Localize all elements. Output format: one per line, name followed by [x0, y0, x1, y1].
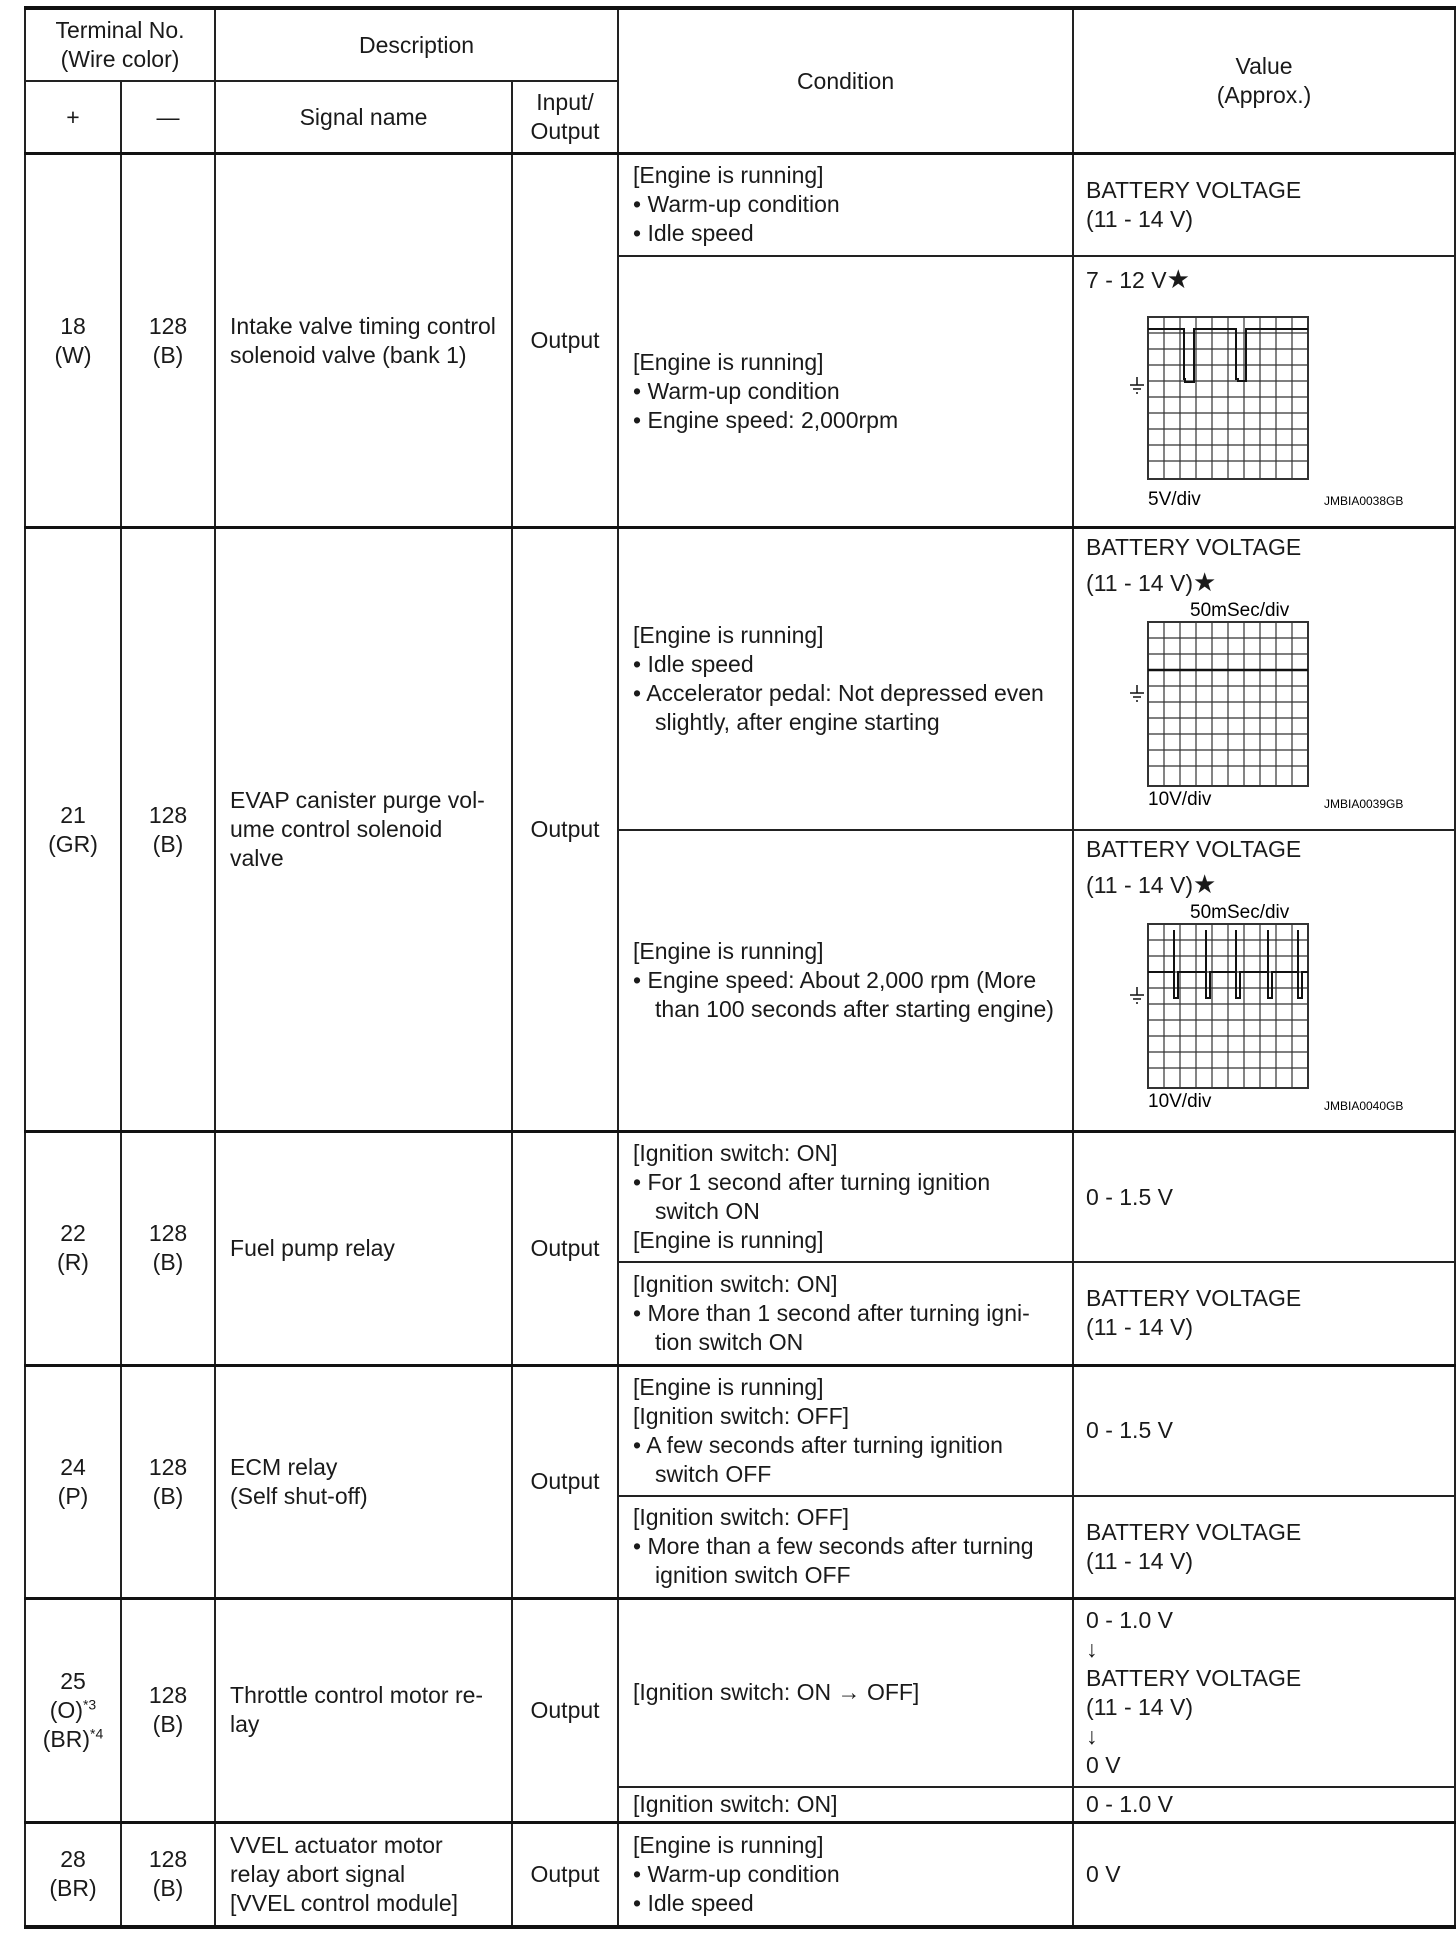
condition-bullet: • More than a few seconds after turning ignition switch OFF [633, 1532, 1058, 1590]
header-condition: Condition [618, 8, 1073, 154]
wire-color: (B) [152, 830, 184, 857]
scope-code: JMBIA0040GB [1324, 1098, 1404, 1113]
condition-head: [Engine is running] [633, 1831, 824, 1858]
signal-line: ECM relay [230, 1453, 338, 1480]
signal-name [215, 1823, 512, 1927]
footnote-mark: *3 [82, 1696, 97, 1713]
condition-bullet: • Idle speed [633, 650, 1058, 679]
wire-color: (B) [152, 1875, 184, 1902]
value-line: BATTERY VOLTAGE [1086, 1518, 1302, 1545]
terminal-number: 21 [60, 801, 86, 828]
condition-head: [Engine is running] [633, 1373, 824, 1400]
wire-color: (R) [57, 1249, 89, 1276]
table-row [25, 154, 1455, 256]
table-row [25, 1132, 1455, 1263]
star-icon: ★ [1192, 567, 1217, 597]
scope-code: JMBIA0039GB [1324, 797, 1404, 811]
value-line [1086, 870, 1442, 900]
oscilloscope-waveform-chart [1086, 598, 1441, 816]
footnote-mark: *4 [90, 1725, 104, 1742]
condition-head: [Engine is running] [633, 621, 824, 648]
signal-line: ume control solenoid [230, 816, 443, 842]
terminal-number: 24 [60, 1453, 86, 1480]
header-value [1073, 8, 1455, 154]
condition-cell [618, 1496, 1073, 1598]
value-line: BATTERY VOLTAGE [1086, 1285, 1302, 1312]
condition-cell [618, 830, 1073, 1132]
wire-color: (O) [49, 1696, 83, 1723]
value-line: BATTERY VOLTAGE [1086, 1664, 1302, 1691]
value-cell [1073, 1787, 1455, 1823]
value-line: BATTERY VOLTAGE [1086, 534, 1302, 560]
wire-color: (GR) [48, 830, 98, 857]
signal-name: Intake valve timing control solenoid valve (bank 1) [215, 154, 512, 528]
terminal-number: 22 [60, 1220, 86, 1247]
terminal-number: 25 [60, 1667, 86, 1694]
value-line [1086, 265, 1442, 295]
table-row [25, 1365, 1455, 1496]
table-row [25, 1598, 1455, 1787]
terminal-plus [25, 154, 121, 528]
condition-tail: [Engine is running] [633, 1227, 824, 1253]
signal-line: (Self shut-off) [230, 1482, 368, 1509]
value-cell [1073, 528, 1455, 830]
condition-cell [618, 1823, 1073, 1927]
value-line: 0 V [1086, 1860, 1121, 1887]
signal-name [215, 528, 512, 1132]
scope-ylabel: 10V/div [1148, 789, 1212, 810]
condition-head: [Ignition switch: ON] [633, 1791, 838, 1817]
value-line: 0 - 1.0 V [1086, 1791, 1173, 1817]
condition-cell [618, 1365, 1073, 1496]
condition-bullet: • Warm-up condition [633, 190, 1058, 219]
value-text: (11 - 14 V) [1086, 570, 1193, 596]
arrow-down-icon: ↓ [1086, 1635, 1098, 1662]
value-text: 7 - 12 V [1086, 266, 1167, 293]
io-type: Output [512, 1365, 618, 1598]
value-cell [1073, 256, 1455, 528]
condition-head: [Ignition switch: OFF] [633, 1402, 850, 1429]
value-cell [1073, 154, 1455, 256]
condition-head: [Engine is running] [633, 348, 824, 375]
scope-code: JMBIA0038GB [1324, 493, 1404, 508]
header-terminal-no: Terminal No. [55, 17, 185, 43]
terminal-minus [121, 1823, 215, 1927]
io-type: Output [512, 1132, 618, 1366]
condition-bullet: • A few seconds after turning ignition switch OFF [633, 1431, 1058, 1489]
terminal-minus [121, 1132, 215, 1366]
signal-line: VVEL actuator motor relay abort signal [230, 1831, 443, 1887]
condition-bullet: • For 1 second after turning ignition switch ON [633, 1168, 1058, 1226]
header-plus: + [25, 81, 121, 154]
scope-grid [1148, 924, 1308, 1088]
ground-icon [1130, 987, 1144, 1003]
io-type: Output [512, 528, 618, 1132]
condition-head: [Ignition switch: OFF] [633, 1504, 850, 1531]
value-line: (11 - 14 V) [1086, 1314, 1193, 1341]
condition-head: [Engine is running] [633, 162, 824, 189]
terminal-number: 128 [148, 312, 188, 339]
value-cell [1073, 1262, 1455, 1365]
condition-bullet: • Idle speed [633, 219, 1058, 248]
signal-line: [VVEL control module] [230, 1889, 459, 1916]
arrow-down-icon: ↓ [1086, 1722, 1098, 1749]
ecm-terminal-table [24, 6, 1456, 1929]
header-description: Description [215, 8, 618, 81]
value-cell [1073, 1598, 1455, 1787]
terminal-number: 128 [148, 1220, 188, 1247]
condition-bullet: • Warm-up condition [633, 1860, 1058, 1889]
terminal-number: 128 [148, 1682, 188, 1709]
value-line: (11 - 14 V) [1086, 205, 1193, 232]
header-input-output [512, 81, 618, 154]
value-line: BATTERY VOLTAGE [1086, 835, 1302, 862]
condition-cell [618, 1598, 1073, 1787]
signal-name: Fuel pump relay [215, 1132, 512, 1366]
star-icon: ★ [1192, 868, 1217, 899]
terminal-minus [121, 1365, 215, 1598]
condition-head: [Ignition switch: ON] [633, 1270, 838, 1297]
signal-name: Throttle control motor re-lay [215, 1598, 512, 1823]
terminal-plus [25, 528, 121, 1132]
condition-cell [618, 1132, 1073, 1263]
header-value-approx: (Approx.) [1216, 82, 1312, 108]
wire-color: (B) [152, 1711, 184, 1738]
table-row [25, 528, 1455, 830]
terminal-number: 128 [148, 801, 188, 828]
wire-color: (P) [57, 1482, 89, 1509]
condition-cell [618, 1787, 1073, 1823]
value-line: 0 - 1.0 V [1086, 1606, 1173, 1633]
header-signal-name: Signal name [215, 81, 512, 154]
terminal-minus [121, 154, 215, 528]
ground-icon [1130, 377, 1144, 393]
scope-xlabel: 50mSec/div [1190, 901, 1290, 923]
terminal-minus [121, 1598, 215, 1823]
condition-cell [618, 154, 1073, 256]
scope-grid [1148, 317, 1308, 479]
terminal-number: 18 [60, 312, 86, 339]
terminal-number: 128 [148, 1453, 188, 1480]
value-line: (11 - 14 V) [1086, 1693, 1193, 1720]
wire-color: (B) [152, 1482, 184, 1509]
value-line: 0 - 1.5 V [1086, 1183, 1173, 1210]
oscilloscope-waveform-chart [1086, 295, 1441, 521]
condition-bullet: • Idle speed [633, 1889, 1058, 1918]
value-line [1086, 568, 1442, 598]
io-type: Output [512, 154, 618, 528]
condition-cell [618, 256, 1073, 528]
table-row [25, 1823, 1455, 1927]
scope-grid [1148, 622, 1308, 786]
condition-bullet: • Engine speed: About 2,000 rpm (More than 100 seconds after starting engine) [633, 966, 1058, 1024]
value-line: 0 - 1.5 V [1086, 1417, 1173, 1444]
signal-name [215, 1365, 512, 1598]
star-icon: ★ [1166, 263, 1190, 294]
wire-color: (BR) [49, 1875, 97, 1902]
header-terminal [25, 8, 215, 81]
value-line: 0 V [1086, 1751, 1121, 1778]
header-io-1: Input/ [536, 89, 594, 115]
terminal-plus [25, 1365, 121, 1598]
scope-ylabel: 10V/div [1148, 1090, 1212, 1112]
ground-icon [1130, 685, 1144, 701]
condition-cell [618, 528, 1073, 830]
value-line: (11 - 14 V) [1086, 1547, 1193, 1574]
condition-head: [Engine is running] [633, 937, 824, 964]
wire-color: (B) [152, 341, 184, 368]
scope-xlabel: 50mSec/div [1190, 600, 1290, 621]
value-cell [1073, 1496, 1455, 1598]
header-value-label: Value [1235, 53, 1293, 79]
terminal-plus [25, 1132, 121, 1366]
terminal-number: 28 [60, 1846, 86, 1873]
value-text: (11 - 14 V) [1086, 871, 1193, 898]
value-cell [1073, 1132, 1455, 1263]
condition-head: [Ignition switch: ON → OFF] [633, 1679, 920, 1706]
signal-line: valve [230, 845, 284, 871]
terminal-plus [25, 1823, 121, 1927]
condition-bullet: • Engine speed: 2,000rpm [633, 406, 1058, 435]
terminal-plus [25, 1598, 121, 1823]
oscilloscope-waveform-chart [1086, 900, 1441, 1118]
header-io-2: Output [530, 118, 600, 144]
wire-color: (BR) [42, 1725, 91, 1752]
condition-bullet: • Accelerator pedal: Not depressed even slightly, after engine starting [633, 679, 1058, 737]
value-cell [1073, 1365, 1455, 1496]
wire-color: (W) [54, 341, 92, 368]
io-type: Output [512, 1823, 618, 1927]
condition-bullet: • Warm-up condition [633, 377, 1058, 406]
scope-ylabel: 5V/div [1148, 488, 1201, 510]
value-cell [1073, 1823, 1455, 1927]
condition-bullet: • More than 1 second after turning igni-tion switch ON [633, 1299, 1058, 1357]
wire-color: (B) [152, 1249, 184, 1276]
signal-line: EVAP canister purge vol- [230, 787, 485, 813]
header-minus: — [121, 81, 215, 154]
io-type: Output [512, 1598, 618, 1823]
terminal-number: 128 [148, 1846, 188, 1873]
condition-head: [Ignition switch: ON] [633, 1140, 838, 1166]
terminal-minus [121, 528, 215, 1132]
condition-cell [618, 1262, 1073, 1365]
header-wire-color: (Wire color) [60, 46, 180, 72]
value-cell [1073, 830, 1455, 1132]
value-line: BATTERY VOLTAGE [1086, 176, 1302, 203]
